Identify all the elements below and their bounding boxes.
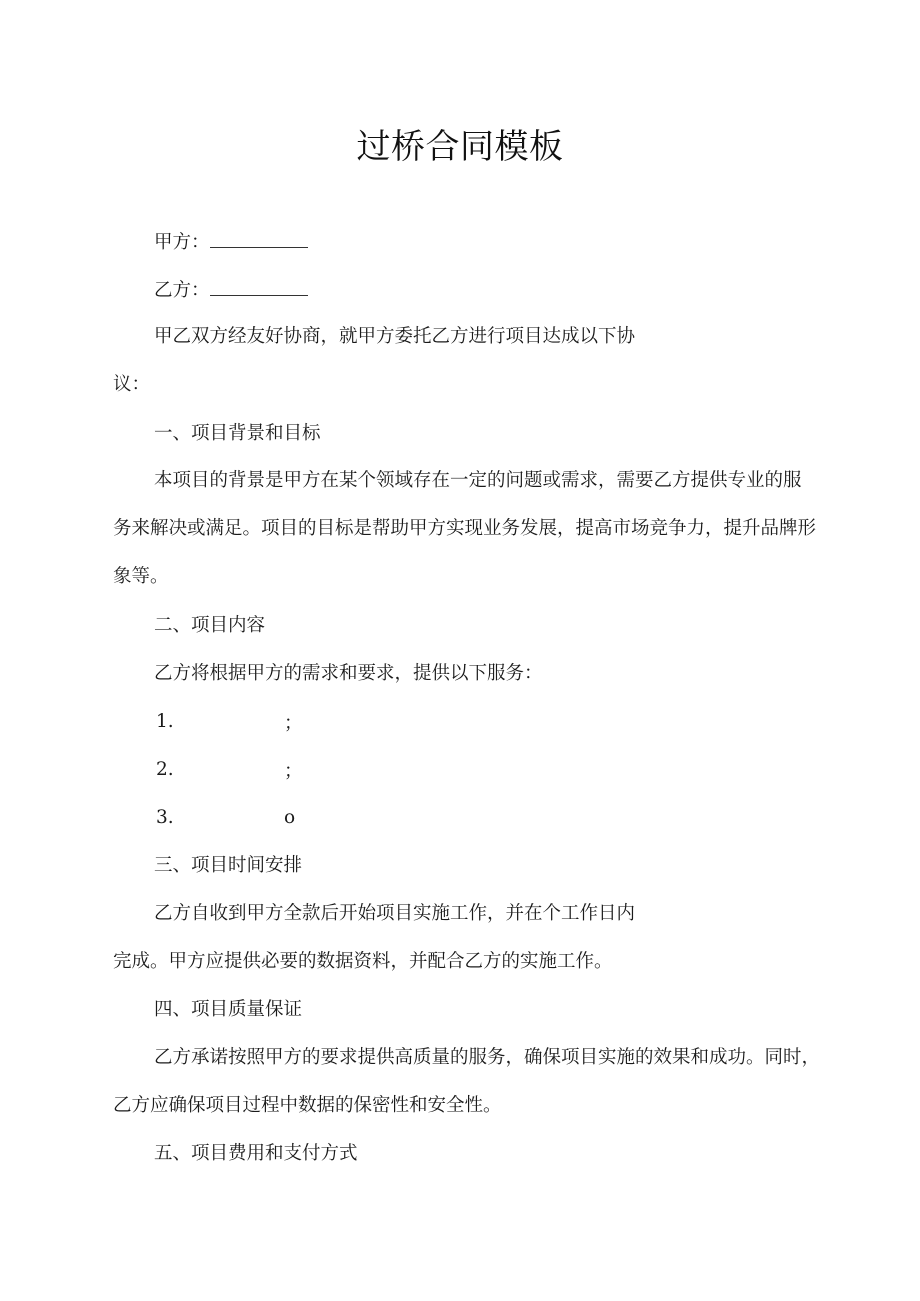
service-item-2-number: 2. [156,759,174,780]
section4-heading: 四、项目质量保证 [154,999,303,1020]
service-item-2-end: ； [284,761,303,782]
section3-line-2: 完成。甲方应提供必要的数据资料，并配合乙方的实施工作。 [113,951,613,972]
service-item-3-number: 3. [156,807,174,828]
section1-heading: 一、项目背景和目标 [154,423,321,444]
section4-line-2: 乙方应确保项目过程中数据的保密性和安全性。 [113,1095,502,1116]
section2-heading: 二、项目内容 [154,615,266,636]
section4-line-1: 乙方承诺按照甲方的要求提供高质量的服务，确保项目实施的效果和成功。同时， [154,1047,821,1068]
section3-heading: 三、项目时间安排 [154,855,303,876]
service-item-3-end: o [284,807,296,828]
section1-line-3: 象等。 [113,566,169,587]
intro-line-1: 甲乙双方经友好协商，就甲方委托乙方进行项目达成以下协 [154,326,636,347]
section1-line-2: 务来解决或满足。项目的目标是帮助甲方实现业务发展，提高市场竞争力，提升品牌形 [113,518,817,539]
party-b-label: 乙方： [154,280,210,301]
party-a-blank[interactable] [210,229,308,248]
intro-line-2: 议： [113,374,151,395]
service-item-1-end: ； [284,713,303,734]
section1-line-1: 本项目的背景是甲方在某个领域存在一定的问题或需求，需要乙方提供专业的服 [154,470,802,491]
service-item-1-number: 1. [156,711,174,732]
section3-line-1: 乙方自收到甲方全款后开始项目实施工作，并在个工作日内 [154,903,636,924]
party-b-line [154,277,308,304]
document-title: 过桥合同模板 [356,127,564,167]
party-b-blank[interactable] [210,277,308,296]
section5-heading: 五、项目费用和支付方式 [154,1143,358,1164]
section2-intro: 乙方将根据甲方的需求和要求，提供以下服务： [154,663,543,684]
party-a-label: 甲方： [154,232,210,253]
party-a-line [154,229,308,256]
